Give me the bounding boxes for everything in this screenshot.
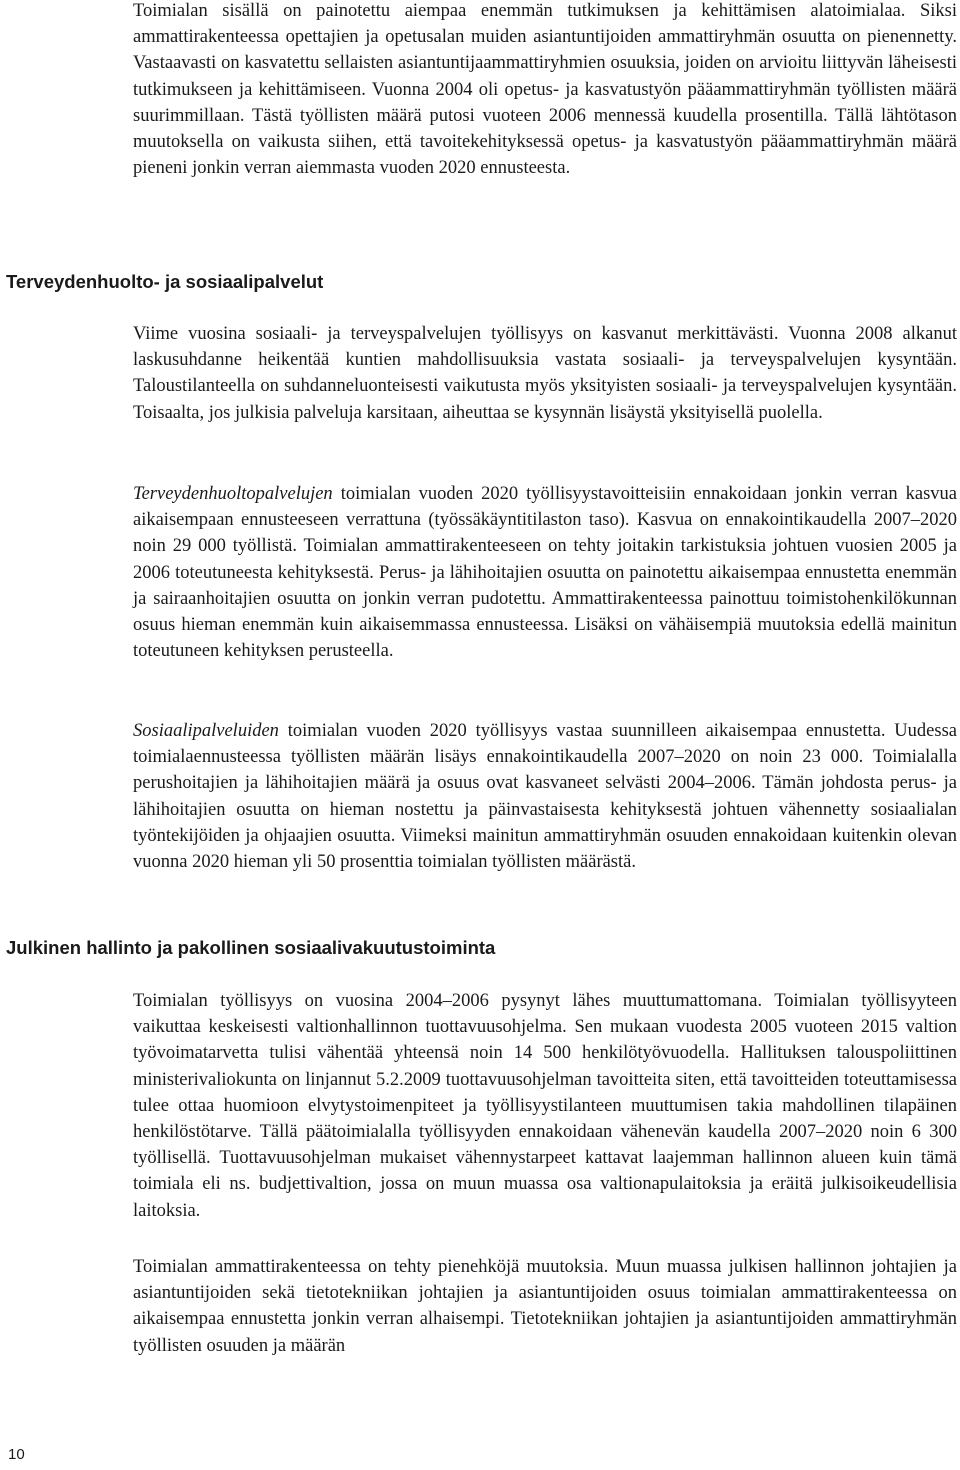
paragraph-social-services-text: toimialan vuoden 2020 työllisyys vastaa suunnilleen aikaisempaa ennustetta. Uudessa toimialaennusteessa työllisten määrän lisäys ennakointikaudella 2007–2020 on noin 23 000. Toimialalla perushoitajien ja lähihoitajien määrä ja osuus ovat kasvaneet selvästi 2004–2006. Tämän johdosta perus- ja lähihoitajien osuutta on hieman nostettu ja päinvastaisesta kehityksestä johtuen vähennetty sosiaalialan työntekijöiden ja ohjaajien osuutta. Viimeksi mainitun ammattiryhmän osuuden ennakoidaan kuitenkin olevan vuonna 2020 hieman yli 50 prosenttia toimialan työllisten määrästä. xyxy=(133,721,957,873)
heading-public-administration: Julkinen hallinto ja pakollinen sosiaalivakuutustoiminta xyxy=(6,937,496,958)
paragraph-public-employment: Toimialan työllisyys on vuosina 2004–2006 pysynyt lähes muuttumattomana. Toimialan työllisyyteen vaikuttaa keskeisesti valtionhallinnon tuottavuusohjelma. Sen mukaan vuodesta 2005 vuoteen 2015 valtion työvoimatarvetta tulisi vähentää yhteensä noin 14 500 henkilötyövuodella. Hallituksen talouspoliittinen ministerivaliokunta on linjannut 5.2.2009 tuottavuusohjelman tavoitteita siten, että tavoitteiden toteuttamisessa tulee ottaa huomioon elvytystoimenpiteet ja työllisyystilanteen muuttumisen takia mahdollinen tilapäinen henkilöstötarve. Tällä päätoimialalla työllisyyden ennakoidaan vähenevän kaudella 2007–2020 noin 6 300 työllisellä. Tuottavuusohjelman mukaiset vähennystarpeet kattavat laajemman hallinnon alueen kuin tämä toimiala eli ns. budjettivaltion, jossa on muun muassa osa valtionapulaitoksia ja eräitä julkisoikeudellisia laitoksia. xyxy=(133,991,957,1221)
paragraph-social-services xyxy=(133,718,957,875)
paragraph-health-services xyxy=(133,481,957,664)
heading-health-social-services: Terveydenhuolto- ja sosiaalipalvelut xyxy=(6,271,324,292)
page-number: 10 xyxy=(8,1446,25,1463)
paragraph-health-social-overview: Viime vuosina sosiaali- ja terveyspalvelujen työllisyys on kasvanut merkittävästi. Vuonna 2008 alkanut laskusuhdanne heikentää kuntien mahdollisuuksia vastata sosiaali- ja terveyspalvelujen kysyntään. Taloustilanteella on suhdanneluonteisesti vaikutusta myös yksityisten sosiaali- ja terveyspalvelujen kysyntään. Toisaalta, jos julkisia palveluja karsitaan, aiheuttaa se kysynnän lisäystä yksityisellä puolella. xyxy=(133,324,957,423)
term-health-services: Terveydenhuoltopalvelujen xyxy=(133,484,333,504)
paragraph-health-services-text: toimialan vuoden 2020 työllisyystavoitteisiin ennakoidaan jonkin verran kasvua aikaisempaan ennusteeseen verrattuna (työssäkäyntitilaston taso). Kasvua on ennakointikaudella 2007–2020 noin 29 000 työllistä. Toimialan ammattirakenteeseen on tehty joitakin tarkistuksia johtuen vuosien 2005 ja 2006 toteutuneesta kehityksestä. Perus- ja lähihoitajien osuutta on painotettu aikaisempaa ennustetta enemmän ja sairaanhoitajien osuutta on jonkin verran pudotettu. Ammattirakenteessa painottuu toimistohenkilökunnan osuus hieman enemmän kuin aikaisemmassa ennusteessa. Lisäksi on vähäisempiä muutoksia edellä mainitun toteutuneen kehityksen perusteella. xyxy=(133,484,957,662)
paragraph-education-structure: Toimialan sisällä on painotettu aiempaa enemmän tutkimuksen ja kehittämisen alatoimialaa. Siksi ammattirakenteessa opettajien ja opetusalan muiden asiantuntijoiden ammattiryhmän osuutta on pienennetty. Vastaavasti on kasvatettu sellaisten asiantuntijaammattiryhmien osuuksia, joiden on arvioitu liittyvän läheisesti tutkimukseen ja kehittämiseen. Vuonna 2004 oli opetus- ja kasvatustyön pääammattiryhmän työllisten määrä suurimmillaan. Tästä työllisten määrä putosi vuoteen 2006 mennessä kuudella prosentilla. Tällä lähtötason muutoksella on vaikusta siihen, että tavoitekehityksessä opetus- ja kasvatustyön pääammattiryhmän määrä pieneni jonkin verran aiemmasta vuoden 2020 ennusteesta. xyxy=(133,1,957,179)
paragraph-public-structure: Toimialan ammattirakenteessa on tehty pienehköjä muutoksia. Muun muassa julkisen hallinnon johtajien ja asiantuntijoiden sekä tietotekniikan johtajien ja asiantuntijoiden osuus toimialan ammattirakenteessa on aikaisempaa ennustetta jonkin verran alhaisempi. Tietotekniikan johtajien ja asiantuntijoiden ammattiryhmän työllisten osuuden ja määrän xyxy=(133,1257,957,1356)
term-social-services: Sosiaalipalveluiden xyxy=(133,721,279,741)
